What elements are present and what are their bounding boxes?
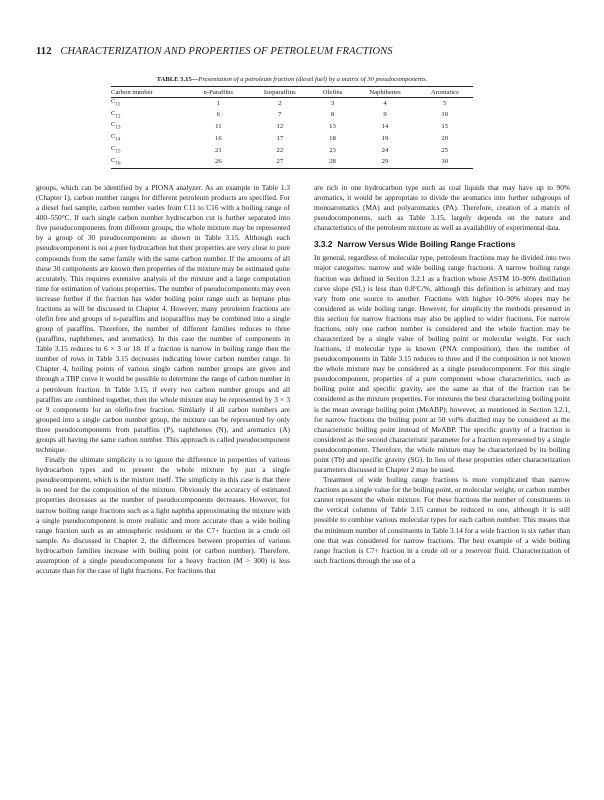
table-cell: 14 (381, 123, 389, 131)
carbon-number-cell (111, 121, 189, 133)
table-cell: 29 (354, 157, 417, 169)
carbon-symbol: C (111, 144, 116, 152)
carbon-symbol: C (111, 156, 116, 164)
table-cell: 19 (381, 134, 389, 142)
carbon-number-cell (111, 145, 189, 157)
carbon-symbol: C (111, 133, 116, 141)
carbon-number-cell (111, 133, 189, 145)
table-cell: 4 (383, 99, 387, 107)
carbon-symbol: C (111, 109, 116, 117)
table-cell: 16 (214, 134, 222, 142)
carbon-number-cell (111, 110, 189, 122)
section-title: Narrow Versus Wide Boiling Range Fractions (337, 239, 516, 250)
carbon-subscript: 12 (115, 114, 121, 120)
table-cell: 20 (441, 134, 449, 142)
table-row (111, 98, 473, 110)
body-paragraph: Finally the ultimate simplicity is to ignore the difference in properties of various hydrocarbon types and to present the whole mixture by just a single pseudocomponent, which is the mixture itself. The simplicity in this case is that there is no need for the composition of the mixture. Obviously the accuracy of estimated properties decreases as the number of pseudocomponents decreases. However, for narrow boiling range fractions such as a light naphtha approximating the mixture with a single pseudocomponent is more realistic and more accurate than a wide boiling range fraction such as an atmospheric residuum or the C7+ fraction in a crude oil sample. As discussed in Chapter 2, the differences between properties of various hydrocarbon families increase with boiling point (or carbon number). Therefore, assumption of a single pseudocomponent for a heavy fraction (M > 300) is less accurate than for the case of light fractions. For fractions that (36, 455, 290, 575)
table-cell: 23 (329, 146, 336, 154)
col-header-naphthenes: Naphthenes (354, 87, 417, 98)
body-paragraph: Treatment of wide boiling range fractions is more complicated than narrow fractions as a single value for the boiling point, or molecular weight, or carbon number cannot represent the whole mixture. For these fractions the number of constituents in the vertical columns of Table 3.15 cannot be reduced to one, although it is still possible to combine various molecular types for each carbon number. This means that the minimum number of constituents in Table 3.14 for a wide fraction is six rather than one that was considered for narrow fractions. The best example of a wide boiling range fraction is C7+ fraction in a crude oil or a reservoir fluid. Characterization of such fractions through the use of a (314, 475, 570, 565)
table-cell: 27 (248, 157, 311, 169)
table-cell: 10 (441, 111, 449, 119)
table-cell: 15 (441, 123, 449, 131)
table-cell: 6 (216, 111, 220, 119)
table-cell: 13 (329, 123, 336, 131)
carbon-number-cell (111, 98, 189, 110)
carbon-subscript: 14 (115, 137, 121, 143)
table-cell: 26 (189, 157, 249, 169)
table-caption-text: Presentation of a petroleum fraction (diesel fuel) by a matrix of 30 pseudocomponents. (198, 76, 428, 83)
carbon-subscript: 13 (115, 125, 121, 131)
table-caption (111, 76, 473, 83)
table-label: TABLE 3.15— (156, 76, 199, 83)
table-cell: 5 (443, 99, 447, 107)
table-cell: 2 (278, 99, 282, 107)
running-head (36, 46, 393, 57)
table-cell: 21 (214, 146, 222, 154)
table-cell: 7 (278, 111, 282, 119)
table-cell: 25 (441, 146, 449, 154)
body-paragraph: In general, regardless of molecular type, petroleum fractions may be divided into two major categories: narrow and wide boiling range fractions. A narrow boiling range fraction was defined in Section 3.2.1 as a fraction whose ASTM 10–90% distillation curve slope (SL) is less than 0.8°C/%, although this definition is arbitrary and may vary from one source to another. Fractions with higher 10–90% slopes may be considered as wide boiling range. However, for simplicity the methods presented in this section for narrow fractions may also be applied to wider fractions. For narrow fractions, only one carbon number is considered and the whole fraction may be characterized by a single value of boiling point or molecular weight. For such fractions, if molecular type is known (PNA composition), then the number of pseudocomponents in Table 3.15 reduces to three and if the composition is not known the whole mixture may be considered as a single pseudocomponent. For this single pseudocomponent, properties of a pure component whose characteristics, such as boiling point and specific gravity, are the same as that of the fraction can be considered as the mixture properties. For mixtures the best characterizing boiling point is the mean average boiling point (MeABP); however, as mentioned in Section 3.2.1, for narrow fractions the boiling point at 50 vol% distilled may be considered as the characteristic boiling point instead of MeABP. The specific gravity of a fraction is considered as the second characteristic parameter for a fraction represented by a single pseudocomponent. Therefore, the whole mixture may be characterized by its boiling point (Tb) and specific gravity (SG). In lieu of these properties other characterization parameters discussed in Chapter 2 may be used. (314, 253, 570, 475)
table-header-row (111, 87, 473, 98)
carbon-subscript: 15 (115, 149, 121, 155)
table-row (111, 110, 473, 122)
table-row (111, 145, 473, 157)
table-cell: 28 (312, 157, 354, 169)
carbon-symbol: C (111, 98, 116, 105)
table-cell: 8 (330, 111, 335, 119)
running-title: CHARACTERIZATION AND PROPERTIES OF PETROLEUM FRACTIONS (60, 46, 393, 57)
table-cell: 9 (383, 111, 387, 119)
table-cell: 11 (215, 123, 222, 131)
carbon-subscript: 11 (115, 102, 121, 108)
col-header-aromatics: Aromatics (417, 87, 473, 98)
body-paragraph: groups, which can be identified by a PIONA analyzer. As an example in Table 1.3 (Chapter 1), carbon number ranges for different petroleum products are specified. For a diesel fuel sample, carbon number varies from C11 to C16 with a boiling range of 400–550°C. If each single carbon number hydrocarbon cut is further separated into five pseudocomponents from different groups, the whole mixture may be represented by a group of 30 pseudocomponents as shown in Table 3.15. Although each pseudocomponent is not a pure hydrocarbon but their properties are very close to pure compounds from the same family with the same carbon number. If the amounts of all these 30 components are known then properties of the mixture may be estimated quite accurately. This requires extensive analysis of the mixture and a large computation time for estimation of various properties. The number of pseudocomponents may even increase further if the fraction has wider boiling point range such as heptane plus fractions as will be discussed in Chapter 4. However, many petroleum fractions are olefin free and groups of n-paraffins and isoparaffins may be combined into a single group of paraffins. Therefore, the number of different families reduces to three (paraffins, naphthenes, and aromatics). In this case the number of components in Table 3.15 reduces to 6 × 3 or 18. If a fraction is narrow in boiling range then the number of rows in Table 3.15 decreases indicating lower carbon number range. In Chapter 4, boiling points of various single carbon number groups are given and through a TBP curve it would be possible to determine the range of carbon number in a petroleum fraction. In Table 3.15, if every two carbon number groups and all paraffins are combined together, then the whole mixture may be represented by 3 × 3 or 9 components for an olefin-free fraction. Similarly if all carbon numbers are grouped into a single carbon number group, the mixture can be represented by only three pseudocomponents from paraffins (P), naphthenes (N), and aromatics (A) groups all having the same carbon number. This approach is called pseudocomponent technique. (36, 183, 290, 455)
table-cell: 12 (276, 123, 284, 131)
section-heading (314, 233, 570, 253)
carbon-symbol: C (111, 121, 116, 129)
table-cell: 30 (417, 157, 473, 169)
section-number: 3.3.2 (314, 239, 333, 250)
page-number: 112 (36, 46, 52, 57)
table-grid (111, 86, 473, 169)
table-row (111, 121, 473, 133)
col-header-olefins: Olefins (312, 87, 354, 98)
left-column (36, 183, 290, 576)
table-row (111, 133, 473, 145)
body-paragraph: are rich in one hydrocarbon type such as coal liquids that may have up to 90% aromatics, it would be appropriate to divide the aromatics into further subgroups of monoaromatics (MA) and polyaromatics (PA). Therefore, creation of a matrix of pseudocomponents, such as Table 3.15, largely depends on the nature and characteristics of the petroleum mixture as well as availability of experimental data. (314, 183, 570, 233)
col-header-carbon-number: Carbon number (111, 87, 189, 98)
table-cell: 3 (330, 99, 335, 107)
table-cell: 24 (381, 146, 389, 154)
table-cell: 1 (216, 99, 220, 107)
table-cell: 17 (276, 134, 284, 142)
table-row (111, 157, 473, 169)
table-cell: 18 (329, 134, 336, 142)
col-header-isoparaffins: Isoparaffins (248, 87, 311, 98)
pseudocomponent-table (111, 76, 473, 169)
carbon-subscript: 16 (115, 161, 121, 166)
right-column (314, 183, 570, 566)
carbon-number-cell (111, 157, 189, 169)
col-header-n-paraffins: n-Paraffins (189, 87, 249, 98)
table-cell: 22 (276, 146, 284, 154)
